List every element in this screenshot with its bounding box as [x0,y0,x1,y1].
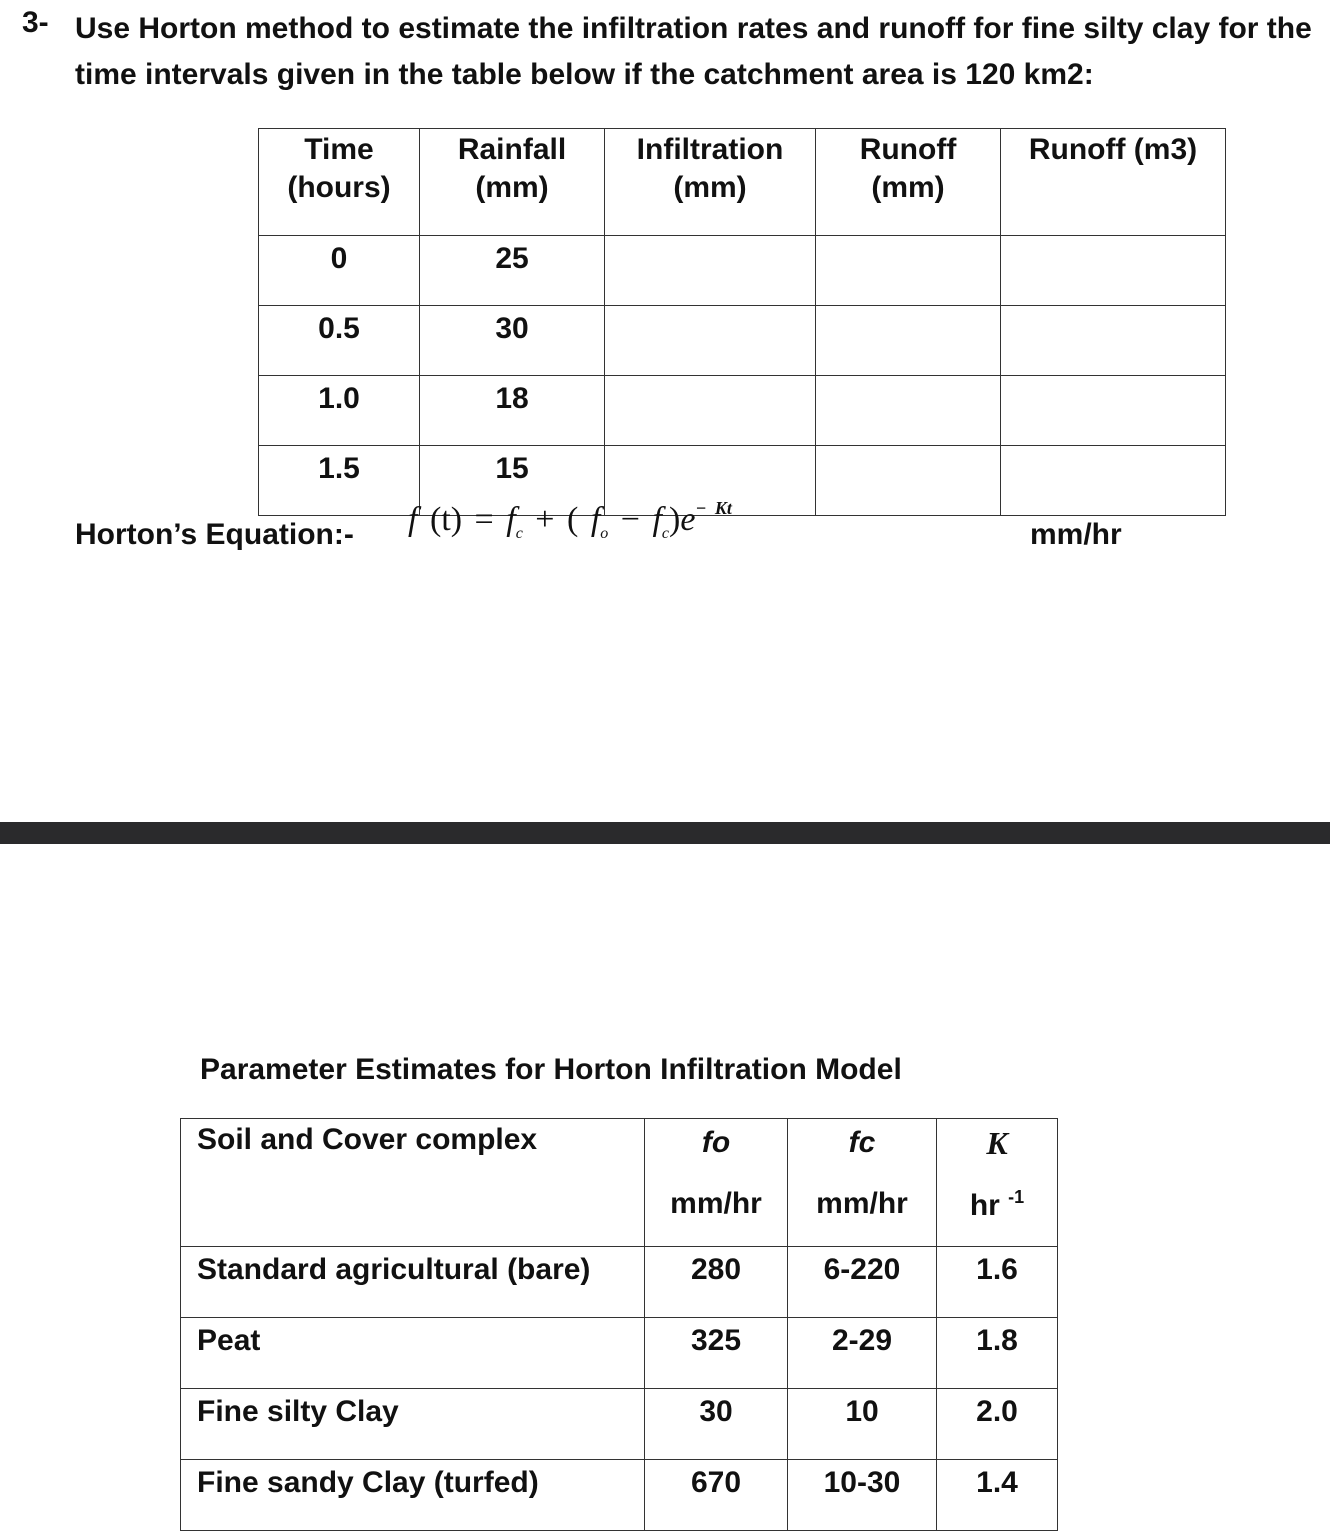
cell-time: 1.5 [259,446,420,516]
cell-runoff-mm[interactable] [816,376,1001,446]
eq-fo: f [590,501,601,538]
param-fc: 10 [788,1389,937,1460]
cell-rainfall: 15 [420,446,605,516]
param-soil: Fine sandy Clay (turfed) [181,1460,645,1531]
fo-symbol: fo [701,1126,731,1159]
param-fo: 280 [645,1247,788,1318]
table-row [181,1318,1058,1389]
cell-runoff-m3[interactable] [1001,306,1226,376]
cell-rainfall: 25 [420,236,605,306]
data-table [258,128,1226,516]
cell-infiltration[interactable] [605,306,816,376]
eq-arg: (t) [429,501,463,538]
k-unit [937,1187,1057,1223]
eq-f: f [408,501,418,538]
param-table [180,1118,1058,1531]
k-symbol: K [986,1125,1008,1161]
eq-open: ( [566,501,579,538]
k-unit-base: hr [969,1189,1000,1222]
cell-runoff-m3[interactable] [1001,376,1226,446]
param-fc: 6-220 [788,1247,937,1318]
param-header-k [937,1119,1058,1247]
horton-equation [408,498,732,543]
param-header-soil: Soil and Cover complex [181,1119,645,1247]
eq-fc: f [506,501,516,538]
param-k: 2.0 [937,1389,1058,1460]
header-runoff-mm-label: Runoff (mm) [859,133,957,204]
eq-fo-sub: o [600,525,609,542]
table-row [181,1247,1058,1318]
header-rainfall-label: Rainfall (mm) [457,133,567,204]
param-fc: 10-30 [788,1460,937,1531]
cell-runoff-mm[interactable] [816,236,1001,306]
param-header-row [181,1119,1058,1247]
k-unit-exponent: -1 [1008,1187,1025,1207]
cell-infiltration[interactable] [605,376,816,446]
question-number: 3- [22,6,49,39]
param-fo: 325 [645,1318,788,1389]
table-row [259,306,1226,376]
eq-fc2: f [652,501,662,538]
param-soil: Peat [181,1318,645,1389]
cell-rainfall: 30 [420,306,605,376]
table-row [259,236,1226,306]
param-soil: Standard agricultural (bare) [181,1247,645,1318]
cell-time: 0 [259,236,420,306]
param-header-fo [645,1119,788,1247]
eq-fc2-sub: c [661,525,670,542]
equation-unit: mm/hr [1030,518,1122,551]
header-runoff-mm [816,129,1001,236]
fo-unit: mm/hr [670,1187,762,1220]
cell-time: 0.5 [259,306,420,376]
param-table-title: Parameter Estimates for Horton Infiltration Model [200,1053,902,1086]
cell-runoff-mm[interactable] [816,306,1001,376]
cell-runoff-mm[interactable] [816,446,1001,516]
table-row [259,446,1226,516]
param-k: 1.4 [937,1460,1058,1531]
eq-close: ) [669,501,681,538]
header-time [259,129,420,236]
table-row [181,1460,1058,1531]
eq-fc-sub: c [515,525,523,542]
question-text: Use Horton method to estimate the infiltration rates and runoff for fine silty clay for the time intervals given in the table below if the catchment area is 120 km2: [75,12,1312,91]
cell-time: 1.0 [259,376,420,446]
cell-rainfall: 18 [420,376,605,446]
param-soil: Fine silty Clay [181,1389,645,1460]
cell-runoff-m3[interactable] [1001,446,1226,516]
table-row [181,1389,1058,1460]
header-infiltration [605,129,816,236]
header-rainfall [420,129,605,236]
param-k: 1.8 [937,1318,1058,1389]
fc-symbol: fc [848,1126,876,1159]
table-row [259,376,1226,446]
eq-e: e [680,501,696,538]
header-infiltration-label: Infiltration (mm) [636,133,784,204]
param-fo: 670 [645,1460,788,1531]
eq-equals: = [474,501,494,538]
param-fo: 30 [645,1389,788,1460]
eq-minus: − [620,501,640,538]
equation-label: Horton’s Equation:- [75,518,354,551]
cell-infiltration[interactable] [605,236,816,306]
param-k: 1.6 [937,1247,1058,1318]
eq-exponent: − Kt [695,498,732,518]
header-runoff-m3-label: Runoff (m3) [1028,133,1198,166]
eq-plus: + [535,501,555,538]
header-runoff-m3 [1001,129,1226,236]
page-divider [0,822,1330,844]
param-header-fc [788,1119,937,1247]
header-time-label: Time (hours) [287,133,391,204]
fc-unit: mm/hr [816,1187,908,1220]
data-table-header-row [259,129,1226,236]
param-fc: 2-29 [788,1318,937,1389]
cell-runoff-m3[interactable] [1001,236,1226,306]
